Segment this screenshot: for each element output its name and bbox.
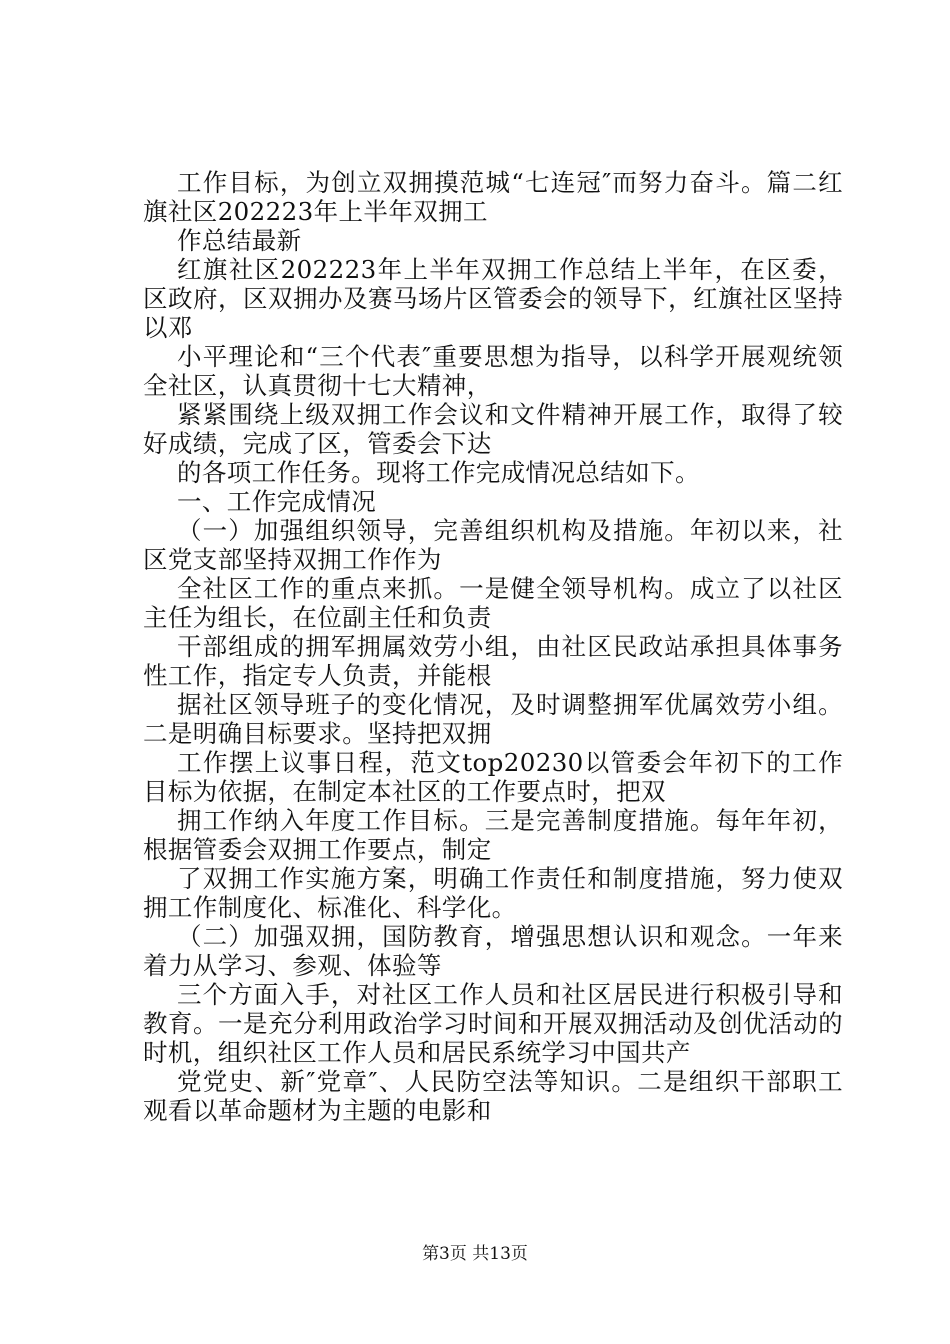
paragraph: 拥工作纳入年度工作目标。三是完善制度措施。每年年初，根据管委会双拥工作要点，制定 bbox=[143, 806, 843, 864]
paragraph: 了双拥工作实施方案，明确工作责任和制度措施，努力使双拥工作制度化、标准化、科学化。 bbox=[143, 864, 843, 922]
paragraph: 党党史、新″党章″、人民防空法等知识。二是组织干部职工观看以革命题材为主题的电影和 bbox=[143, 1067, 843, 1125]
paragraph: 作总结最新 bbox=[177, 226, 302, 255]
paragraph: 工作目标，为创立双拥摸范城“七连冠″而努力奋斗。篇二红旗社区202223年上半年双拥工 bbox=[143, 168, 843, 226]
paragraph: 小平理论和“三个代表″重要思想为指导，以科学开展观统领全社区，认真贯彻十七大精神， bbox=[143, 342, 843, 400]
paragraph: 全社区工作的重点来抓。一是健全领导机构。成立了以社区主任为组长，在位副主任和负责 bbox=[143, 574, 843, 632]
paragraph: 据社区领导班子的变化情况，及时调整拥军优属效劳小组。二是明确目标要求。坚持把双拥 bbox=[143, 690, 843, 748]
paragraph: 红旗社区202223年上半年双拥工作总结上半年，在区委，区政府，区双拥办及赛马场片区管委会的领导下，红旗社区坚持以邓 bbox=[143, 255, 843, 342]
page-footer: 第3页 共13页 bbox=[422, 1244, 528, 1264]
document-body bbox=[143, 168, 843, 1125]
section-heading: 一、工作完成情况 bbox=[177, 487, 377, 516]
paragraph: 干部组成的拥军拥属效劳小组，由社区民政站承担具体事务性工作，指定专人负责，并能根 bbox=[143, 632, 843, 690]
paragraph: （一）加强组织领导，完善组织机构及措施。年初以来，社区党支部坚持双拥工作作为 bbox=[143, 516, 843, 574]
paragraph: （二）加强双拥，国防教育，增强思想认识和观念。一年来着力从学习、参观、体验等 bbox=[143, 922, 843, 980]
paragraph: 的各项工作任务。现将工作完成情况总结如下。 bbox=[177, 458, 700, 487]
paragraph: 三个方面入手，对社区工作人员和社区居民进行积极引导和教育。一是充分利用政治学习时间和开展双拥活动及创优活动的时机，组织社区工作人员和居民系统学习中国共产 bbox=[143, 980, 843, 1067]
paragraph: 工作摆上议事日程，范文top20230以管委会年初下的工作目标为依据，在制定本社区的工作要点时，把双 bbox=[143, 748, 843, 806]
paragraph: 紧紧围绕上级双拥工作会议和文件精神开展工作，取得了较好成绩，完成了区，管委会下达 bbox=[143, 400, 843, 458]
